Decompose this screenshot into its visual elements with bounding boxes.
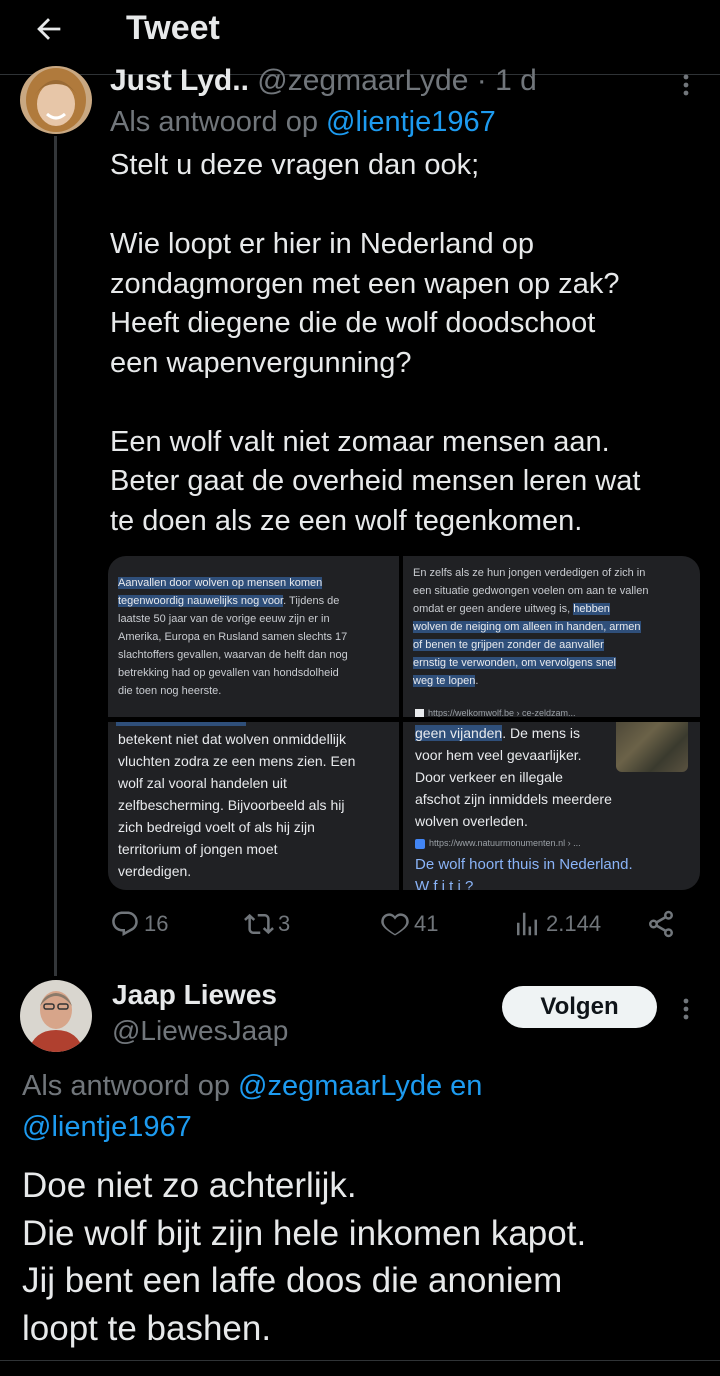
text-span: afschot zijn inmiddels meerdere bbox=[415, 791, 612, 807]
highlighted-text: wolven de neiging om alleen in handen, armen bbox=[413, 621, 641, 633]
reply-context bbox=[22, 1066, 702, 1148]
avatar[interactable] bbox=[20, 980, 92, 1052]
reply-mention[interactable]: @zegmaarLyde bbox=[238, 1070, 443, 1102]
avatar-photo bbox=[20, 66, 92, 134]
avatar[interactable] bbox=[20, 66, 92, 134]
reply-count: 16 bbox=[144, 911, 169, 936]
tweet-line: te doen als ze een wolf tegenkomen. bbox=[110, 504, 583, 537]
tweet-meta bbox=[110, 62, 537, 100]
text-span: . De mens is bbox=[502, 725, 580, 741]
text-span: territorium of jongen moet bbox=[118, 841, 278, 857]
bottom-divider bbox=[0, 1360, 720, 1361]
reply-context bbox=[110, 103, 496, 141]
media-grid[interactable] bbox=[108, 556, 700, 890]
arrow-left-icon bbox=[32, 12, 66, 46]
views-count: 2.144 bbox=[546, 911, 602, 936]
tweet-line: Een wolf valt niet zomaar mensen aan. bbox=[110, 425, 610, 458]
more-options-button[interactable] bbox=[676, 70, 696, 100]
text-span: betekent niet dat wolven onmiddellijk bbox=[118, 731, 347, 747]
text-span: Door verkeer en illegale bbox=[415, 769, 563, 785]
favicon-icon bbox=[415, 839, 425, 849]
text-span: . bbox=[475, 675, 479, 687]
text-span: wolf zal vooral handelen uit bbox=[118, 775, 287, 791]
text-span: omdat er geen andere uitweg is, bbox=[413, 603, 574, 615]
text-span: verdedigen. bbox=[118, 863, 192, 879]
retweet-count: 3 bbox=[278, 911, 291, 936]
source-link bbox=[415, 708, 576, 717]
screenshot-text bbox=[413, 564, 698, 690]
text-span: slachtoffers gevallen, waarvan de helft dan nog bbox=[118, 649, 348, 661]
text-span: die toen nog heerste. bbox=[118, 685, 222, 697]
text-span: een situatie gedwongen voelen om aan te vallen bbox=[413, 585, 649, 597]
tweet-line: een wapenvergunning? bbox=[110, 346, 412, 379]
reply-prefix: Als antwoord op bbox=[22, 1070, 239, 1102]
tweet-text bbox=[22, 1162, 712, 1352]
tweet-line: zondagmorgen met een wapen op zak? bbox=[110, 267, 620, 300]
highlighted-text: of benen te grijpen zonder de aanvaller bbox=[413, 639, 604, 651]
share-icon bbox=[646, 909, 676, 939]
back-button[interactable] bbox=[28, 10, 72, 46]
favicon-icon bbox=[415, 709, 424, 717]
wolf-thumbnail bbox=[616, 722, 688, 772]
tweet-line: Doe niet zo achterlijk. bbox=[22, 1166, 357, 1205]
text-span: vluchten zodra ze een mens zien. Een bbox=[118, 753, 356, 769]
tweet-line: Die wolf bijt zijn hele inkomen kapot. bbox=[22, 1213, 587, 1253]
page-title: Tweet bbox=[126, 9, 220, 47]
timestamp[interactable]: 1 d bbox=[495, 64, 537, 97]
text-span: laatste 50 jaar van de vorige eeuw zijn er in bbox=[118, 613, 330, 625]
source-url: https://www.natuurmonumenten.nl › ... bbox=[429, 838, 581, 848]
more-icon bbox=[676, 70, 696, 100]
tweet-line: Jij bent een laffe doos die anoniem bbox=[22, 1261, 563, 1300]
more-options-button[interactable] bbox=[676, 994, 696, 1024]
author-handle[interactable]: @LiewesJaap bbox=[112, 1015, 289, 1046]
highlighted-text: ernstig te verwonden, om vervolgens snel bbox=[413, 657, 616, 669]
text-span: wolven overleden. bbox=[415, 813, 528, 829]
media-image-4[interactable] bbox=[403, 722, 700, 890]
author-name[interactable]: Jaap Liewes bbox=[112, 979, 277, 1010]
text-span: zich bedreigd voelt of als hij zijn bbox=[118, 819, 315, 835]
tweet-line: loopt te bashen. bbox=[22, 1308, 272, 1348]
source-url: https://welkomwolf.be › ce-zeldzam... bbox=[428, 708, 576, 717]
text-span: . Tijdens de bbox=[283, 595, 340, 607]
tweet-line: Beter gaat de overheid mensen leren wat bbox=[110, 465, 641, 497]
media-image-1[interactable] bbox=[108, 556, 399, 717]
highlighted-text: hebben bbox=[573, 603, 610, 615]
tweet-line: Heeft diegene die de wolf doodschoot bbox=[110, 307, 596, 339]
highlighted-text: geen vijanden bbox=[415, 725, 503, 741]
reply-icon bbox=[110, 909, 140, 939]
text-span: zelfbescherming. Bijvoorbeeld als hij bbox=[118, 797, 345, 813]
reply-prefix: Als antwoord op bbox=[110, 106, 327, 138]
text-span: voor hem veel gevaarlijker. bbox=[415, 747, 582, 763]
more-icon bbox=[676, 994, 696, 1024]
highlighted-text: weg te lopen bbox=[413, 675, 476, 687]
reply-mention[interactable]: @lientje1967 bbox=[22, 1111, 192, 1143]
screenshot-text bbox=[118, 574, 398, 700]
thread-line bbox=[54, 136, 57, 976]
like-button[interactable] bbox=[380, 906, 438, 942]
reply-button[interactable] bbox=[110, 906, 168, 942]
retweet-icon bbox=[244, 909, 274, 939]
text-span: Amerika, Europa en Rusland samen slechts 17 bbox=[118, 631, 348, 643]
reply-mention[interactable]: @lientje1967 bbox=[326, 106, 496, 138]
media-image-3[interactable] bbox=[108, 722, 399, 890]
screenshot-text bbox=[415, 722, 615, 832]
result-link: De wolf hoort thuis in Nederland. bbox=[415, 856, 633, 873]
views-button[interactable] bbox=[512, 906, 601, 942]
screenshot-text bbox=[118, 728, 398, 882]
follow-button[interactable]: Volgen bbox=[502, 986, 657, 1028]
avatar-photo bbox=[20, 980, 92, 1052]
highlighted-text: tegenwoordig nauwelijks nog voor bbox=[118, 595, 284, 607]
tweet-line: Stelt u deze vragen dan ook; bbox=[110, 149, 480, 181]
views-icon bbox=[512, 909, 542, 939]
tweet-line: Wie loopt er hier in Nederland op bbox=[110, 228, 534, 260]
like-count: 41 bbox=[414, 911, 439, 936]
heart-icon bbox=[380, 909, 410, 939]
text-span: betrekking had op gevallen van hondsdolheid bbox=[118, 667, 339, 679]
highlight-fragment bbox=[116, 722, 246, 726]
result-snippet-cut: W f i t i ? bbox=[415, 878, 474, 890]
source-link bbox=[415, 838, 581, 849]
author-handle[interactable]: @zegmaarLyde bbox=[257, 64, 469, 97]
share-button[interactable] bbox=[646, 906, 676, 942]
meta-separator: · bbox=[468, 64, 496, 97]
tweet-text bbox=[110, 146, 700, 541]
highlighted-text: Aanvallen door wolven op mensen komen bbox=[118, 577, 323, 589]
media-image-2[interactable] bbox=[403, 556, 700, 717]
reply-and: en bbox=[442, 1070, 483, 1102]
author-name[interactable]: Just Lyd.. bbox=[110, 64, 249, 97]
retweet-button[interactable] bbox=[244, 906, 290, 942]
text-span: En zelfs als ze hun jongen verdedigen of zich in bbox=[413, 567, 646, 579]
